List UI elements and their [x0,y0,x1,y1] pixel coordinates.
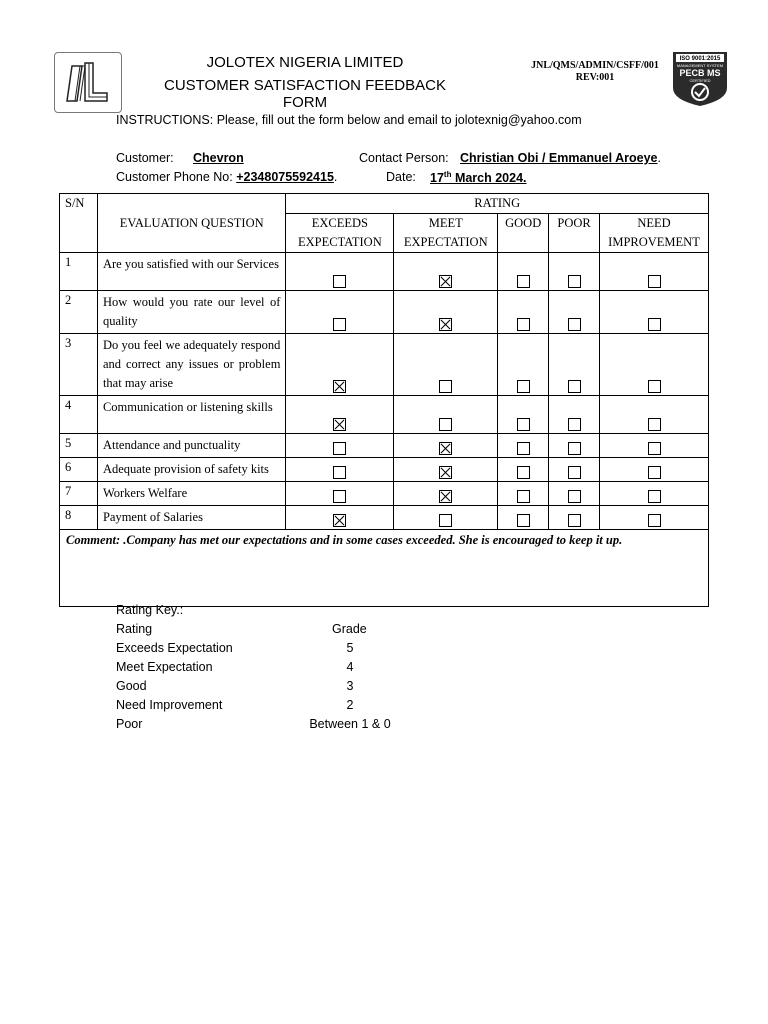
row-number: 3 [60,334,98,396]
checkbox[interactable] [517,442,530,455]
evaluation-question: Payment of Salaries [97,506,285,530]
checkbox[interactable] [568,466,581,479]
checkbox[interactable] [517,418,530,431]
rating-cell [394,291,498,334]
rating-cell [286,291,394,334]
row-number: 8 [60,506,98,530]
rating-cell [600,506,709,530]
rating-key-grade: 2 [346,698,354,712]
comment-box[interactable]: Comment: .Company has met our expectations and in some cases exceeded. She is encouraged to keep it up. [60,530,709,607]
checkbox[interactable] [517,514,530,527]
checkbox[interactable] [648,514,661,527]
rating-cell [394,253,498,291]
column-exceeds-expectation: EXCEEDS EXPECTATION [286,214,394,253]
rating-cell [549,482,600,506]
cert-line1: ISO 9001:2015 [679,56,721,62]
rating-cell [600,458,709,482]
row-number: 5 [60,434,98,458]
rating-cell [286,253,394,291]
evaluation-question: Workers Welfare [97,482,285,506]
rating-key-grade: 4 [346,660,354,674]
doc-revision: REV:001 [575,72,615,83]
rating-cell [394,506,498,530]
rating-cell [394,334,498,396]
rating-cell [394,482,498,506]
rating-key-grade-header: Grade [332,622,367,636]
rating-cell [394,434,498,458]
rating-cell [286,482,394,506]
rating-cell [498,482,549,506]
rating-cell [549,396,600,434]
row-number: 7 [60,482,98,506]
date-suffix: th [443,170,452,179]
table-row [60,334,709,396]
checkbox[interactable] [648,275,661,288]
rating-key-rating-header: Rating [116,622,153,636]
evaluation-question: Attendance and punctuality [97,434,285,458]
checkbox[interactable] [333,442,346,455]
rating-cell [286,458,394,482]
rating-cell [600,253,709,291]
question-header: EVALUATION QUESTION [97,194,285,253]
doc-ref-code: JNL/QMS/ADMIN/CSFF/001 [531,60,659,71]
company-logo [54,52,122,113]
rating-cell [394,396,498,434]
evaluation-question: Adequate provision of safety kits [97,458,285,482]
iso-certification-badge [671,50,729,108]
rating-cell [498,291,549,334]
checked-checkbox[interactable] [333,514,346,527]
customer-phone-value: +2348075592415 [236,170,334,184]
checkbox[interactable] [333,318,346,331]
rating-cell [498,253,549,291]
column-meet-expectation: MEET EXPECTATION [394,214,498,253]
document-reference [520,60,670,84]
rating-key-grade: 3 [346,679,354,693]
contact-person-label: Contact Person: [359,151,449,165]
checkbox[interactable] [439,514,452,527]
rating-cell [549,506,600,530]
checkbox[interactable] [648,442,661,455]
rating-key-label: Poor [116,717,143,731]
checkbox[interactable] [568,275,581,288]
checkbox[interactable] [648,380,661,393]
checkbox[interactable] [648,318,661,331]
rating-key-label: Meet Expectation [116,660,213,674]
evaluation-question: Are you satisfied with our Services [97,253,285,291]
checkbox[interactable] [439,418,452,431]
cert-brand: PECB MS [679,68,721,78]
contact-person-value: Christian Obi / Emmanuel Aroeye [460,151,658,165]
row-number: 4 [60,396,98,434]
rating-cell [600,396,709,434]
date-value [430,170,527,185]
table-row [60,506,709,530]
rating-header: RATING [286,194,709,214]
checkbox[interactable] [333,275,346,288]
checkbox[interactable] [333,490,346,503]
checkbox[interactable] [517,318,530,331]
evaluation-question: How would you rate our level of quality [97,291,285,334]
rating-cell [498,334,549,396]
company-name: JOLOTEX NIGERIA LIMITED [206,54,404,71]
checkbox[interactable] [517,380,530,393]
checkbox[interactable] [648,466,661,479]
rating-cell [549,434,600,458]
customer-value: Chevron [193,151,244,165]
column-poor: POOR [549,214,600,253]
rating-cell [549,458,600,482]
row-number: 6 [60,458,98,482]
checkbox[interactable] [568,318,581,331]
checkbox[interactable] [568,490,581,503]
table-row [60,396,709,434]
table-row [60,482,709,506]
customer-phone-field: Customer Phone No: +2348075592415. [116,170,338,184]
evaluation-table [59,193,709,607]
rating-cell [498,506,549,530]
evaluation-question: Do you feel we adequately respond and correct any issues or problem that may arise [97,334,285,396]
sn-header: S/N [60,194,98,253]
checkbox[interactable] [648,490,661,503]
column-good: GOOD [498,214,549,253]
instructions: INSTRUCTIONS: Please, fill out the form below and email to jolotexnig@yahoo.com [116,113,582,127]
rating-cell [286,334,394,396]
table-row [60,458,709,482]
cert-line3: CERTIFIED [689,78,711,83]
rating-cell [600,434,709,458]
rating-cell [600,482,709,506]
rating-key-grade: Between 1 & 0 [309,717,391,731]
form-title: CUSTOMER SATISFACTION FEEDBACK FORM [164,77,446,111]
checked-checkbox[interactable] [439,466,452,479]
date-label: Date: [386,170,416,184]
checkbox[interactable] [333,466,346,479]
checkbox[interactable] [568,442,581,455]
checked-checkbox[interactable] [439,318,452,331]
date-day: 17 [430,171,444,186]
rating-cell [498,396,549,434]
checkbox[interactable] [648,418,661,431]
cert-line2: MANAGEMENT SYSTEM [676,63,724,68]
table-row [60,434,709,458]
rating-cell [600,334,709,396]
evaluation-question: Communication or listening skills [97,396,285,434]
row-number: 1 [60,253,98,291]
rating-key-title: Rating Key.: [116,603,184,617]
contact-person-field: Christian Obi / Emmanuel Aroeye. [460,151,661,165]
rating-cell [549,253,600,291]
checked-checkbox[interactable] [333,418,346,431]
checkbox[interactable] [517,275,530,288]
checkbox[interactable] [568,380,581,393]
rating-cell [498,434,549,458]
checked-checkbox[interactable] [439,442,452,455]
date-rest: March 2024. [451,171,527,186]
column-need-improvement: NEED IMPROVEMENT [600,214,709,253]
checkbox[interactable] [568,514,581,527]
checkbox[interactable] [517,490,530,503]
checkbox[interactable] [517,466,530,479]
rating-key-label: Need Improvement [116,698,223,712]
rating-key-label: Exceeds Expectation [116,641,233,655]
checked-checkbox[interactable] [333,380,346,393]
rating-cell [394,458,498,482]
rating-cell [498,458,549,482]
checkbox[interactable] [568,418,581,431]
customer-phone-label: Customer Phone No: [116,170,233,184]
table-row [60,291,709,334]
rating-cell [600,291,709,334]
checkbox[interactable] [439,380,452,393]
table-row [60,253,709,291]
rating-cell [286,434,394,458]
customer-label: Customer: [116,151,174,165]
row-number: 2 [60,291,98,334]
rating-cell [286,506,394,530]
rating-cell [286,396,394,434]
checked-checkbox[interactable] [439,275,452,288]
rating-key-label: Good [116,679,147,693]
checked-checkbox[interactable] [439,490,452,503]
rating-key-grade: 5 [346,641,354,655]
rating-cell [549,334,600,396]
rating-cell [549,291,600,334]
